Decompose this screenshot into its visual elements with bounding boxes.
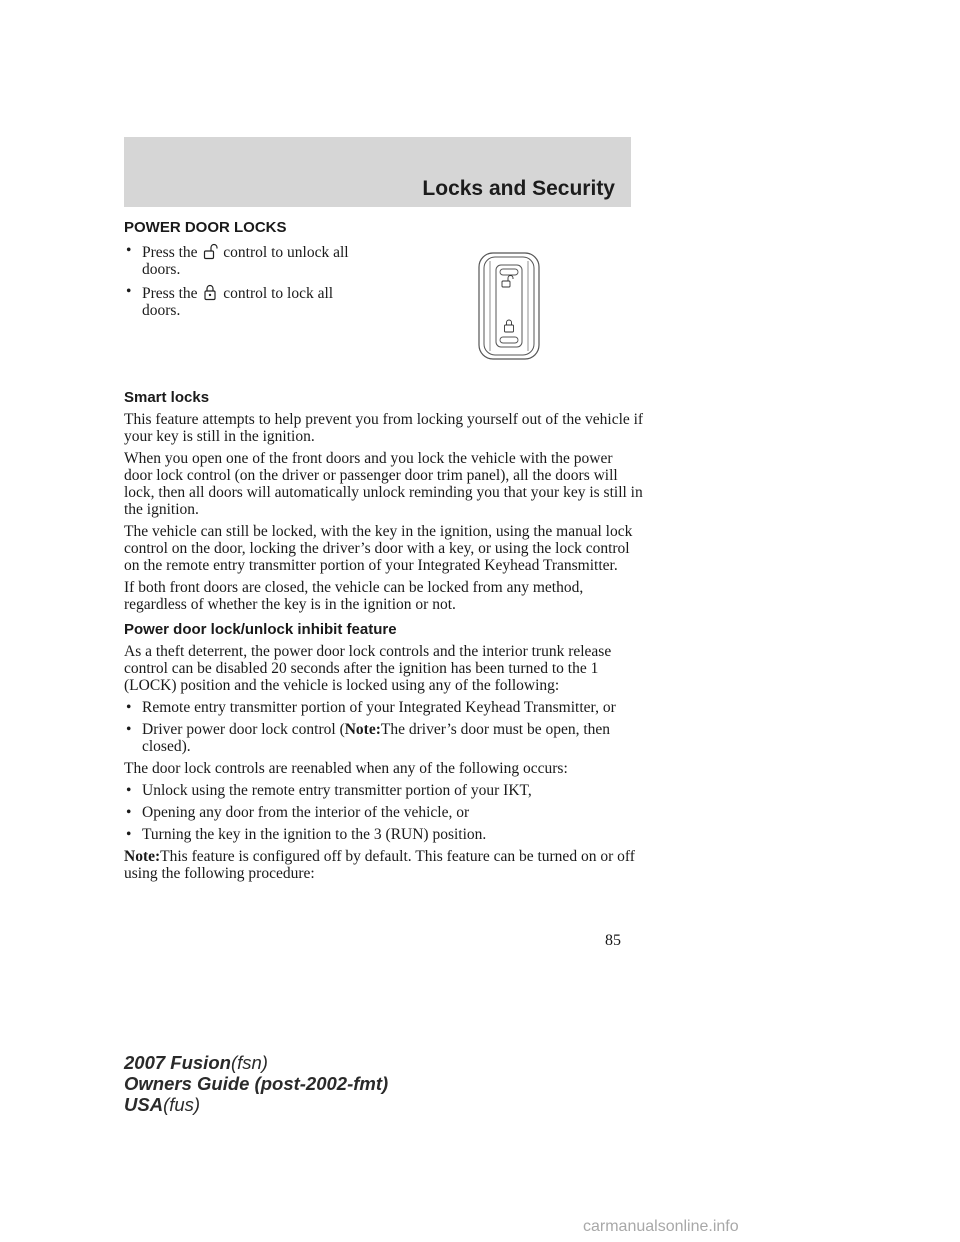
bullet-dot: • — [126, 782, 132, 799]
power-door-locks-heading: POWER DOOR LOCKS — [124, 219, 287, 236]
footer — [124, 1052, 388, 1115]
list-item — [124, 804, 644, 821]
bullet-text: Press the — [142, 285, 198, 302]
door-lock-switch-icon — [478, 251, 540, 361]
reenabled-paragraph: The door lock controls are reenabled when any of the following occurs: — [124, 760, 568, 777]
smart-locks-paragraph: When you open one of the front doors and you lock the vehicle with the power door lock control (on the driver or passenger door trim panel), all the doors will lock, then all doors will automatically unlock reminding you that your key is still in the ignition. — [124, 450, 643, 518]
footer-model: 2007 Fusion — [124, 1052, 231, 1073]
note-text: This feature is configured off by default. This feature can be turned on or off using the following procedure: — [124, 848, 635, 882]
bullet-lock — [124, 283, 424, 319]
note-label: Note: — [344, 721, 381, 738]
list-item — [124, 721, 644, 755]
smart-locks-paragraph: If both front doors are closed, the vehicle can be locked from any method, regardless of whether the key is in the ignition or not. — [124, 579, 584, 613]
note-paragraph — [124, 848, 644, 882]
bullet-dot: • — [126, 826, 132, 843]
bullet-dot: • — [126, 804, 132, 821]
list-item — [124, 826, 644, 843]
bullet-dot: • — [126, 283, 132, 300]
bullet-text: control to unlock all — [223, 244, 349, 261]
bullet-text: The driver’s door must be open, then closed). — [142, 721, 611, 755]
inhibit-intro: As a theft deterrent, the power door lock controls and the interior trunk release control can be disabled 20 seconds after the ignition has been turned to the 1 (LOCK) position and the vehicle is locked using any of the following: — [124, 643, 612, 694]
section-header — [124, 137, 631, 207]
inhibit-heading: Power door lock/unlock inhibit feature — [124, 621, 397, 638]
page-number: 85 — [605, 932, 621, 949]
list-item — [124, 782, 644, 799]
list-item — [124, 699, 644, 716]
bullet-text: Press the — [142, 244, 198, 261]
footer-market: USA — [124, 1094, 164, 1115]
section-title: Locks and Security — [422, 177, 615, 200]
bullet-text: control to lock all — [223, 285, 334, 302]
smart-locks-paragraph: The vehicle can still be locked, with the key in the ignition, using the manual lock control on the door, locking the driver’s door with a key, or using the lock control on the remote entry transmitter portion of your Integrated Keyhead Transmitter. — [124, 523, 633, 574]
bullet-text: Unlock using the remote entry transmitter portion of your IKT, — [142, 782, 532, 799]
note-label: Note: — [124, 848, 161, 865]
smart-locks-heading: Smart locks — [124, 389, 210, 406]
unlock-icon — [202, 242, 218, 260]
bullet-text: Driver power door lock control ( — [142, 721, 345, 738]
smart-locks-paragraph: This feature attempts to help prevent you from locking yourself out of the vehicle if your key is still in the ignition. — [124, 411, 644, 445]
footer-guide: Owners Guide (post-2002-fmt) — [124, 1073, 389, 1094]
bullet-text: Turning the key in the ignition to the 3 (RUN) position. — [142, 826, 487, 843]
footer-model-code: (fsn) — [230, 1052, 268, 1073]
bullet-dot: • — [126, 242, 132, 259]
watermark: carmanualsonline.info — [583, 1218, 739, 1235]
bullet-text: doors. — [142, 302, 181, 319]
bullet-text: doors. — [142, 261, 181, 278]
bullet-dot: • — [126, 699, 132, 716]
bullet-unlock — [124, 242, 424, 278]
power-door-locks-block — [124, 219, 644, 389]
bullet-text: Remote entry transmitter portion of your Integrated Keyhead Transmitter, or — [142, 699, 616, 716]
lock-icon — [202, 283, 218, 301]
bullet-text: Opening any door from the interior of the vehicle, or — [142, 804, 470, 821]
bullet-dot: • — [126, 721, 132, 738]
page-content — [124, 219, 644, 887]
footer-market-code: (fus) — [163, 1094, 201, 1115]
